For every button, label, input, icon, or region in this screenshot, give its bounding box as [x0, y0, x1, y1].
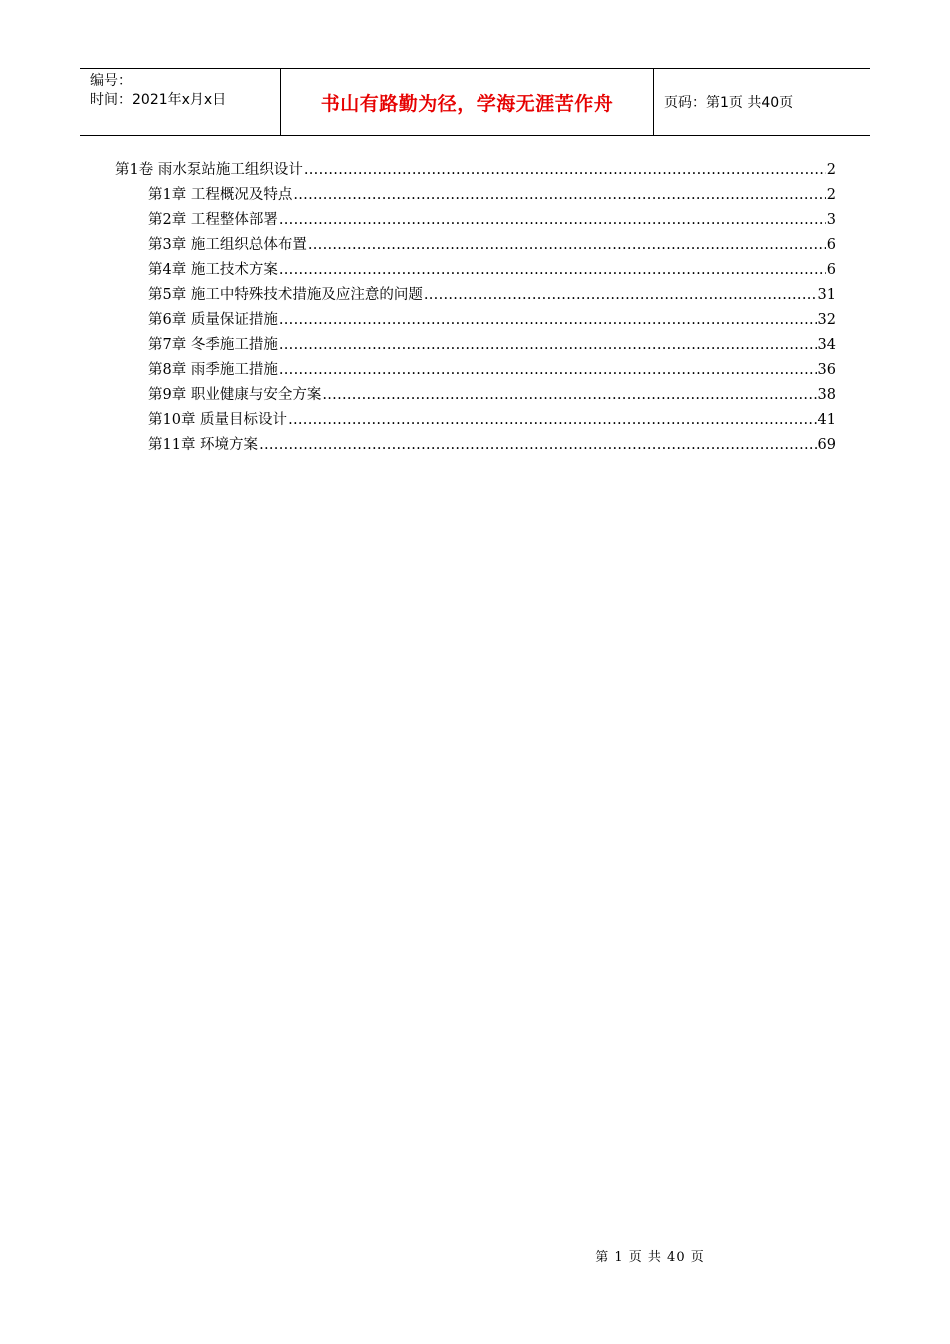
toc-entry-title: 第5章 施工中特殊技术措施及应注意的问题 — [148, 287, 423, 303]
toc-entry[interactable] — [115, 183, 836, 208]
toc-entry-page: 6 — [826, 262, 836, 278]
page-footer: 第 1 页 共 40 页 — [595, 1250, 705, 1265]
toc-dot-leader — [279, 262, 826, 278]
toc-entry-title: 第10章 质量目标设计 — [148, 412, 288, 428]
toc-entry[interactable] — [115, 233, 836, 258]
toc-entry[interactable] — [115, 383, 836, 408]
document-time-label: 时间：2021年x月x日 — [90, 92, 227, 108]
toc-dot-leader — [322, 387, 816, 403]
toc-entry-page: 38 — [817, 387, 836, 403]
toc-entry-page: 6 — [826, 237, 836, 253]
toc-entry-title: 第6章 质量保证措施 — [148, 312, 278, 328]
toc-entry-title: 第9章 职业健康与安全方案 — [148, 387, 322, 403]
toc-entry-page: 31 — [817, 287, 836, 303]
toc-dot-leader — [279, 337, 817, 353]
toc-entry[interactable] — [115, 308, 836, 333]
toc-entry-page: 2 — [826, 162, 836, 178]
toc-entry-title: 第2章 工程整体部署 — [148, 212, 278, 228]
toc-entry-page: 36 — [817, 362, 836, 378]
toc-entry[interactable] — [115, 258, 836, 283]
table-of-contents — [115, 158, 836, 458]
toc-dot-leader — [424, 287, 817, 303]
header-page-info: 页码：第1页 共40页 — [664, 95, 794, 111]
toc-entry-page: 2 — [826, 187, 836, 203]
toc-entry-page: 3 — [826, 212, 836, 228]
toc-entry-page: 69 — [817, 437, 836, 453]
toc-entry[interactable] — [115, 158, 836, 183]
header-meta — [80, 69, 281, 135]
toc-entry-page: 34 — [817, 337, 836, 353]
toc-dot-leader — [288, 412, 816, 428]
toc-entry-title: 第1卷 雨水泵站施工组织设计 — [115, 162, 303, 178]
header-motto: 书山有路勤为径，学海无涯苦作舟 — [281, 69, 654, 135]
document-number-label: 编号： — [90, 73, 132, 89]
toc-entry-title: 第4章 施工技术方案 — [148, 262, 278, 278]
toc-entry-title: 第1章 工程概况及特点 — [148, 187, 293, 203]
toc-entry-page: 41 — [817, 412, 836, 428]
toc-dot-leader — [293, 187, 825, 203]
toc-entry[interactable] — [115, 408, 836, 433]
toc-dot-leader — [304, 162, 826, 178]
toc-entry-title: 第8章 雨季施工措施 — [148, 362, 278, 378]
toc-dot-leader — [279, 362, 817, 378]
toc-entry[interactable] — [115, 333, 836, 358]
toc-dot-leader — [259, 437, 816, 453]
page-header — [80, 68, 870, 136]
toc-entry-title: 第7章 冬季施工措施 — [148, 337, 278, 353]
toc-entry-title: 第11章 环境方案 — [148, 437, 259, 453]
toc-entry-page: 32 — [817, 312, 836, 328]
toc-dot-leader — [308, 237, 826, 253]
toc-dot-leader — [279, 312, 817, 328]
toc-entry[interactable] — [115, 358, 836, 383]
toc-entry[interactable] — [115, 283, 836, 308]
toc-entry[interactable] — [115, 208, 836, 233]
toc-entry[interactable] — [115, 433, 836, 458]
toc-entry-title: 第3章 施工组织总体布置 — [148, 237, 307, 253]
toc-dot-leader — [279, 212, 826, 228]
